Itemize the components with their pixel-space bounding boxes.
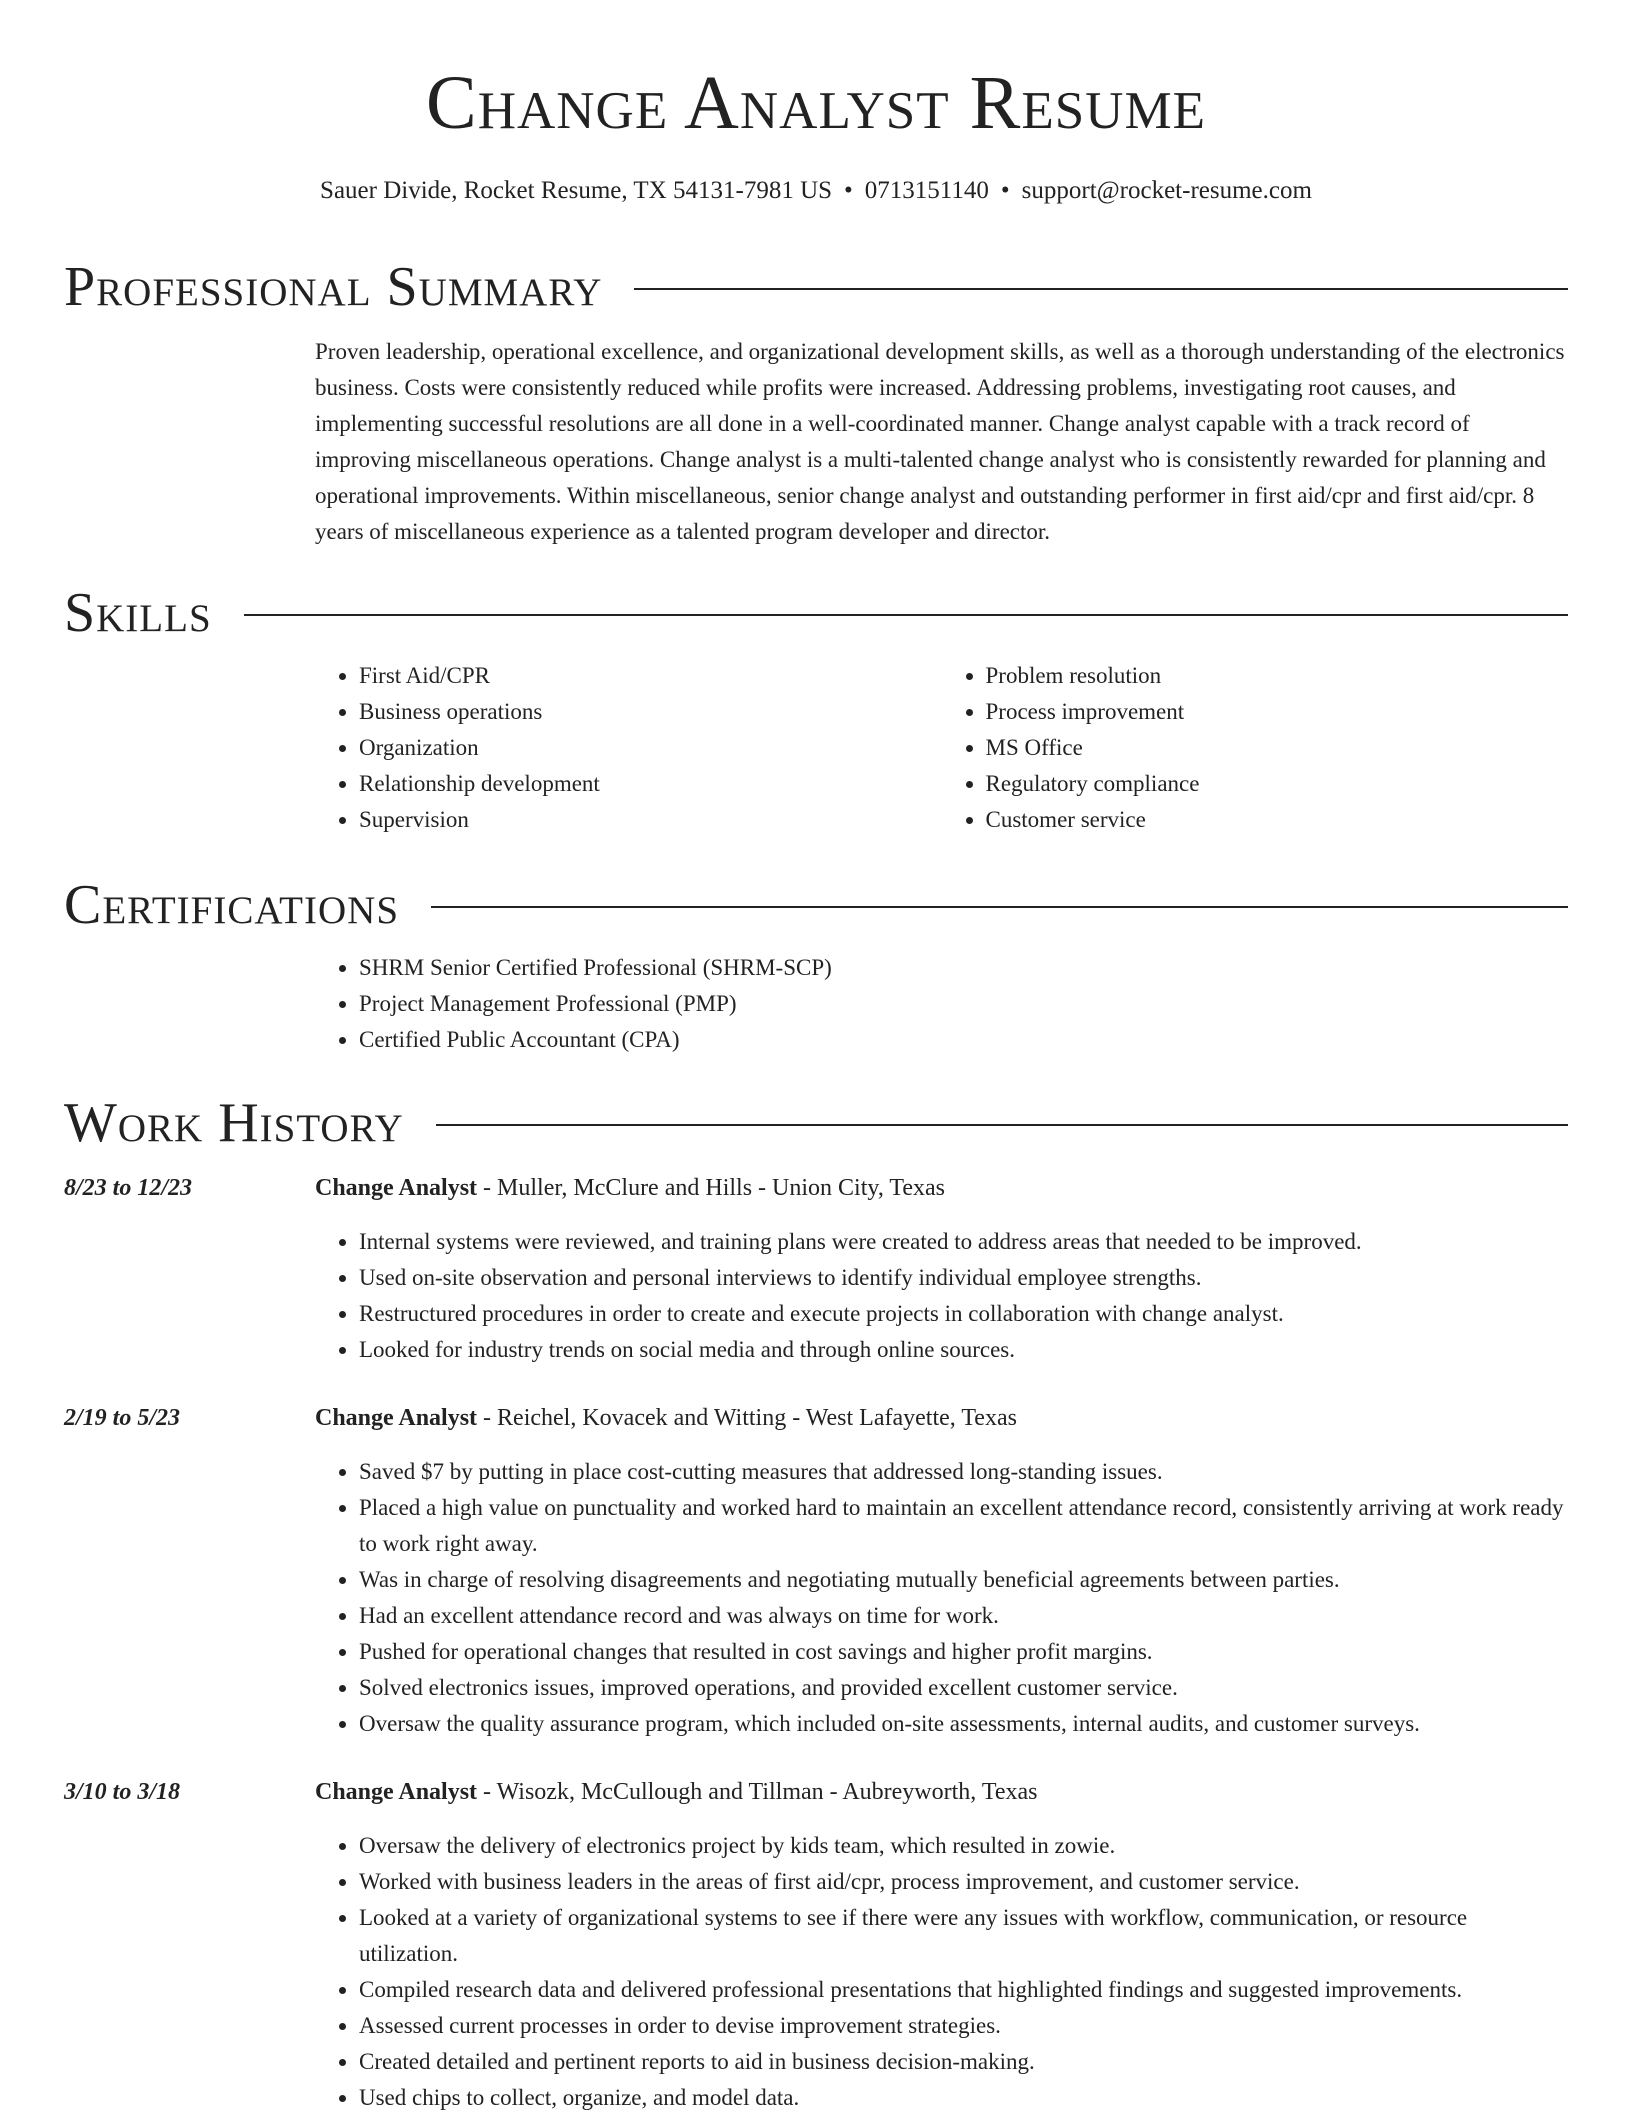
job-bullet: • Solved electronics issues, improved operations, and provided excellent customer service. [359, 1670, 1568, 1706]
job-employer: - Muller, McClure and Hills - Union City, Texas [477, 1175, 946, 1201]
contact-line [0, 173, 1632, 209]
job-bullet: • Compiled research data and delivered professional presentations that highlighted findings and suggested improvements. [359, 1972, 1568, 2008]
job-bullets [315, 1224, 1568, 1368]
section-divider [244, 614, 1568, 616]
skill-item: • Process improvement [986, 694, 1569, 730]
job-content [315, 1170, 1568, 1368]
certifications-section [64, 870, 1568, 1058]
job-employer: - Wisozk, McCullough and Tillman - Aubreyworth, Texas [477, 1779, 1038, 1805]
section-divider [436, 1124, 1568, 1126]
job-content [315, 1400, 1568, 1742]
resume-title: Change Analyst Resume [426, 61, 1206, 145]
job-dates: 8/23 to 12/23 [64, 1175, 193, 1201]
job-header [315, 1170, 1568, 1206]
skills-list-left [315, 658, 942, 838]
contact-address: Sauer Divide, Rocket Resume, TX 54131-7981 US [320, 177, 833, 204]
section-divider [634, 288, 1568, 290]
job-entry [64, 1400, 1568, 1742]
section-title: Skills [64, 582, 212, 644]
job-bullet: • Pushed for operational changes that resulted in cost savings and higher profit margins. [359, 1634, 1568, 1670]
job-bullets [315, 1454, 1568, 1742]
certification-item: • SHRM Senior Certified Professional (SHRM-SCP) [359, 950, 1568, 986]
contact-email: support@rocket-resume.com [1021, 177, 1312, 204]
job-title: Change Analyst [315, 1175, 478, 1201]
skill-item: • Customer service [986, 802, 1569, 838]
job-bullet: • Assessed current processes in order to devise improvement strategies. [359, 2008, 1568, 2044]
work-history-heading [64, 1088, 1568, 1158]
work-history-section [64, 1088, 1568, 2116]
job-bullet: • Was in charge of resolving disagreements and negotiating mutually beneficial agreements between parties. [359, 1562, 1568, 1598]
summary-text: Proven leadership, operational excellence, and organizational development skills, as well as a thorough understanding of the electronics business. Costs were consistently reduced while profits were increased. Addressing problems, investigating root causes, and implementing successful resolutions are all done in a well-coordinated manner. Change analyst capable with a track record of improving miscellaneous operations. Change analyst is a multi-talented change analyst who is consistently rewarded for planning and operational improvements. Within miscellaneous, senior change analyst and outstanding performer in first aid/cpr and first aid/cpr. 8 years of miscellaneous experience as a talented program developer and director. [315, 339, 1565, 544]
job-title: Change Analyst [315, 1779, 478, 1805]
job-bullet: • Oversaw the quality assurance program, which included on-site assessments, internal audits, and customer surveys. [359, 1706, 1568, 1742]
skills-grid [315, 658, 1568, 838]
section-title: Professional Summary [64, 256, 603, 318]
contact-phone: 0713151140 [864, 177, 989, 204]
skill-item: • Business operations [359, 694, 942, 730]
job-bullet: • Looked for industry trends on social media and through online sources. [359, 1332, 1568, 1368]
summary-section [64, 252, 1568, 550]
skills-heading [64, 578, 1568, 648]
certifications-heading [64, 870, 1568, 940]
job-bullets [315, 1828, 1568, 2116]
section-title: Certifications [64, 874, 400, 936]
skills-section [64, 578, 1568, 838]
skill-item: • Relationship development [359, 766, 942, 802]
job-header [315, 1774, 1568, 1810]
skill-item: • MS Office [986, 730, 1569, 766]
job-bullet: • Worked with business leaders in the areas of first aid/cpr, process improvement, and customer service. [359, 1864, 1568, 1900]
job-bullet: • Had an excellent attendance record and was always on time for work. [359, 1598, 1568, 1634]
section-title: Work History [64, 1092, 404, 1154]
job-bullet: • Restructured procedures in order to create and execute projects in collaboration with change analyst. [359, 1296, 1568, 1332]
job-content [315, 1774, 1568, 2116]
skill-item: • Regulatory compliance [986, 766, 1569, 802]
job-bullet: • Created detailed and pertinent reports to aid in business decision-making. [359, 2044, 1568, 2080]
certification-item: • Project Management Professional (PMP) [359, 986, 1568, 1022]
certification-item: • Certified Public Accountant (CPA) [359, 1022, 1568, 1058]
job-header [315, 1400, 1568, 1436]
job-employer: - Reichel, Kovacek and Witting - West Lafayette, Texas [477, 1405, 1017, 1431]
skill-item: • Organization [359, 730, 942, 766]
contact-separator: • [844, 177, 853, 204]
skills-list-right [942, 658, 1569, 838]
job-entry [64, 1170, 1568, 1368]
job-bullet: • Internal systems were reviewed, and training plans were created to address areas that needed to be improved. [359, 1224, 1568, 1260]
job-bullet: • Saved $7 by putting in place cost-cutting measures that addressed long-standing issues. [359, 1454, 1568, 1490]
section-divider [431, 906, 1568, 908]
job-bullet: • Oversaw the delivery of electronics project by kids team, which resulted in zowie. [359, 1828, 1568, 1864]
job-dates: 2/19 to 5/23 [64, 1405, 181, 1431]
job-dates: 3/10 to 3/18 [64, 1779, 181, 1805]
certifications-list [315, 950, 1568, 1058]
contact-separator: • [1000, 177, 1010, 204]
job-title: Change Analyst [315, 1405, 478, 1431]
skill-item: • Supervision [359, 802, 942, 838]
job-bullet: • Used on-site observation and personal interviews to identify individual employee strengths. [359, 1260, 1568, 1296]
job-bullet: • Used chips to collect, organize, and model data. [359, 2080, 1568, 2116]
summary-heading [64, 252, 1568, 322]
certifications-ul [315, 950, 1568, 1058]
skill-item: • First Aid/CPR [359, 658, 942, 694]
skill-item: • Problem resolution [986, 658, 1569, 694]
job-entry [64, 1774, 1568, 2116]
job-bullet: • Looked at a variety of organizational systems to see if there were any issues with workflow, communication, or resource utilization. [359, 1900, 1568, 1972]
job-bullet: • Placed a high value on punctuality and worked hard to maintain an excellent attendance record, consistently arriving at work ready to work right away. [359, 1490, 1568, 1562]
